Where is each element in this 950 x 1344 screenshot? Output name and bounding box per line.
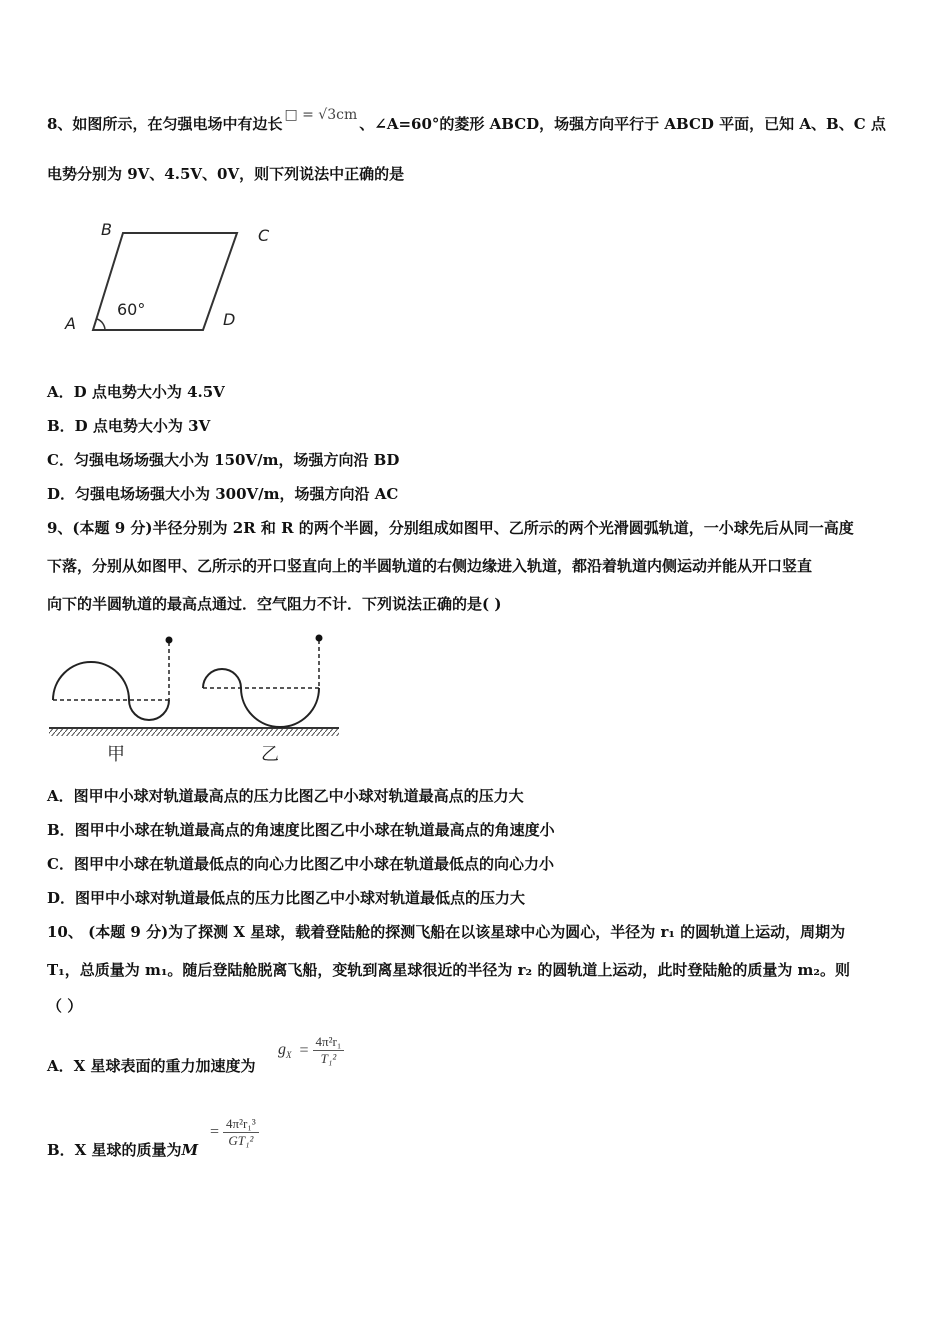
label-c: C <box>258 226 270 245</box>
q9-option-b: B．图甲中小球在轨道最高点的角速度比图乙中小球在轨道最高点的角速度小 <box>47 821 555 839</box>
q9-option-d: D．图甲中小球对轨道最低点的压力比图乙中小球对轨道最低点的压力大 <box>47 889 526 907</box>
formula-a-eq: = <box>299 1041 309 1059</box>
q8-option-d: D．匀强电场场强大小为 300V/m，场强方向沿 AC <box>47 485 399 503</box>
q10-line-1: 10、 (本题 9 分)为了探测 X 星球，载着登陆舱的探测飞船在以该星球中心为圆心，半径为 r₁ 的圆轨道上运动，周期为 <box>47 923 846 941</box>
q10-option-a-formula <box>278 1034 344 1067</box>
jia-upper-semicircle <box>53 662 129 700</box>
label-yi: 乙 <box>261 744 279 765</box>
jia-ball <box>166 637 173 644</box>
q9-line-2: 下落，分别从如图甲、乙所示的开口竖直向上的半圆轨道的右侧边缘进入轨道，都沿着轨道内侧运动并能从开口竖直 <box>47 557 813 575</box>
ground-hatching <box>49 729 339 736</box>
q10-option-b-text: B．X 星球的质量为 <box>47 1141 182 1159</box>
q10-line-3: （ ） <box>47 997 83 1015</box>
q9-line-1: 9、(本题 9 分)半径分别为 2R 和 R 的两个半圆，分别组成如图甲、乙所示的两个光滑圆弧轨道，一小球先后从同一高度 <box>47 519 854 537</box>
q9-line-3: 向下的半圆轨道的最高点通过．空气阻力不计．下列说法正确的是( ) <box>47 595 502 613</box>
rhombus-abcd <box>93 233 237 330</box>
q8-option-a: A．D 点电势大小为 4.5V <box>47 383 225 401</box>
q8-line-1-part-b: 、∠A=60°的菱形 ABCD，场强方向平行于 ABCD 平面，已知 A、B、C 点 <box>359 115 886 133</box>
formula-b-fraction <box>223 1116 259 1149</box>
rhombus-figure <box>55 215 285 340</box>
formula-a-fraction <box>313 1034 345 1067</box>
formula-a-denominator: T₁² <box>320 1051 337 1066</box>
side-formula: □ = √3cm <box>284 107 358 123</box>
q8-line-2: 电势分别为 9V、4.5V、0V，则下列说法中正确的是 <box>47 165 405 183</box>
formula-b-lhs: M <box>181 1141 199 1159</box>
jia-lower-semicircle <box>129 700 169 720</box>
q10-option-a: A．X 星球表面的重力加速度为 <box>47 1057 256 1075</box>
q10-option-b <box>47 1140 198 1160</box>
yi-upper-semicircle <box>203 669 241 688</box>
label-d: D <box>223 310 236 329</box>
formula-a-g: g <box>278 1040 286 1058</box>
q10-line-2: T₁，总质量为 m₁。随后登陆舱脱离飞船，变轨到离星球很近的半径为 r₂ 的圆轨道上运动，此时登陆舱的质量为 m₂。则 <box>47 961 850 979</box>
formula-a-sub: X <box>286 1050 292 1061</box>
angle-arc <box>97 319 105 330</box>
q8-line-1 <box>47 107 886 135</box>
formula-b-denominator: GT₁² <box>228 1133 254 1148</box>
q8-option-c: C．匀强电场场强大小为 150V/m，场强方向沿 BD <box>47 451 400 469</box>
yi-lower-semicircle <box>241 688 319 727</box>
q10-option-b-formula <box>210 1116 259 1149</box>
q9-option-c: C．图甲中小球在轨道最低点的向心力比图乙中小球在轨道最低点的向心力小 <box>47 855 554 873</box>
formula-b-eq: = <box>210 1123 220 1141</box>
angle-label: 60° <box>117 300 146 319</box>
yi-ball <box>316 635 323 642</box>
label-b: B <box>101 220 112 239</box>
formula-b-numerator: 4π²r₁³ <box>223 1116 259 1133</box>
q8-line-1-part-a: 8、如图所示，在匀强电场中有边长 <box>47 115 283 133</box>
q8-option-b: B．D 点电势大小为 3V <box>47 417 211 435</box>
label-a: A <box>65 314 76 333</box>
label-jia: 甲 <box>107 744 125 765</box>
tracks-figure <box>45 630 345 770</box>
formula-a-numerator: 4π²r₁ <box>313 1034 345 1051</box>
q9-option-a: A．图甲中小球对轨道最高点的压力比图乙中小球对轨道最高点的压力大 <box>47 787 524 805</box>
formula-a-lhs <box>278 1040 292 1061</box>
